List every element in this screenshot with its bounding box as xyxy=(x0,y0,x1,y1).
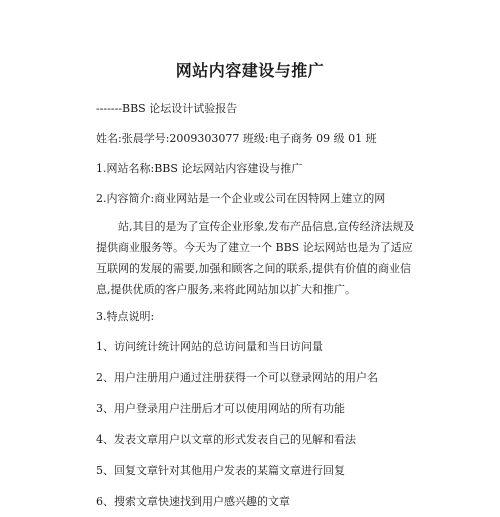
feature-item: 3、用户登录用户注册后才可以使用网站的所有功能 xyxy=(96,402,345,415)
feature-item: 4、发表文章用户以文章的形式发表自己的见解和看法 xyxy=(96,433,356,446)
feature-item: 2、用户注册用户通过注册获得一个可以登录网站的用户名 xyxy=(96,371,378,384)
feature-item: 1、访问统计统计网站的总访问量和当日访问量 xyxy=(96,340,323,353)
student-info: 姓名:张晨学号:2009303077 班级:电子商务 09 级 01 班 xyxy=(96,132,377,145)
item-content-intro: 2.内容简介:商业网站是一个企业或公司在因特网上建立的网 xyxy=(96,192,386,205)
item-features-heading: 3.特点说明: xyxy=(96,310,155,323)
document-subtitle: -------BBS 论坛设计试验报告 xyxy=(96,102,238,115)
document-title: 网站内容建设与推广 xyxy=(175,61,325,80)
item-website-name: 1.网站名称:BBS 论坛网站内容建设与推广 xyxy=(96,162,303,175)
intro-paragraph-text: 站,其目的是为了宣传企业形象,发布产品信息,宣传经济法规及提供商业服务等。今天为了建立一个 BBS 论坛网站也是为了适应互联网的发展的需要,加强和顾客之间的联系,提供有价值的商业信息,提供优质的客户服务,来将此网站加以扩大和推广。 xyxy=(96,220,415,296)
intro-paragraph xyxy=(96,216,416,300)
feature-item: 6、搜索文章快速找到用户感兴趣的文章 xyxy=(96,495,290,508)
feature-item: 5、回复文章针对其他用户发表的某篇文章进行回复 xyxy=(96,464,345,477)
